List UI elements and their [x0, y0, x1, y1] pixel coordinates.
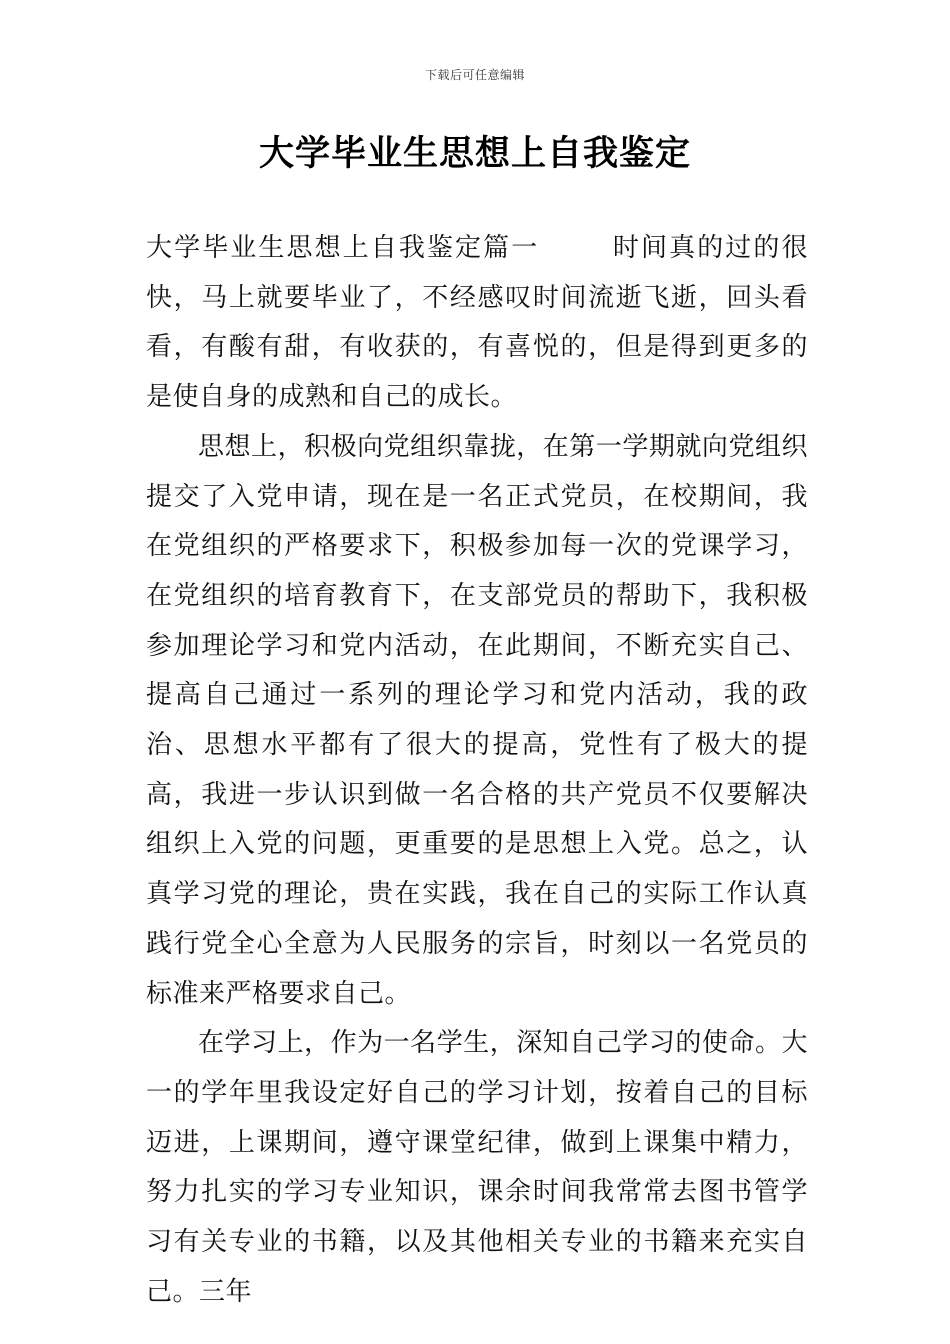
- paragraph-1-text: 时间真的过的很快，马上就要毕业了，不经感叹时间流逝飞逝，回头看看，有酸有甜，有收获的，有喜悦的，但是得到更多的是使自身的成熟和自己的成长。: [146, 233, 808, 413]
- document-title: 大学毕业生思想上自我鉴定: [258, 134, 691, 174]
- paragraph-2: 思想上，积极向党组织靠拢，在第一学期就向党组织提交了入党申请，现在是一名正式党员，在校期间，我在党组织的严格要求下，积极参加每一次的党课学习，在党组织的培育教育下，在支部党员的帮助下，我积极参加理论学习和党内活动，在此期间，不断充实自己、提高自己通过一系列的理论学习和党内活动，我的政治、思想水平都有了很大的提高，党性有了极大的提高，我进一步认识到做一名合格的共产党员不仅要解决组织上入党的问题，更重要的是思想上入党。总之，认真学习党的理论，贵在实践，我在自己的实际工作认真践行党全心全意为人民服务的宗旨，时刻以一名党员的标准来严格要求自己。: [146, 431, 808, 1009]
- section-heading-inline: 大学毕业生思想上自我鉴定篇一: [146, 233, 540, 263]
- header-note: 下载后可任意编辑: [424, 68, 525, 82]
- document-body: [146, 224, 808, 1317]
- paragraph-1: [146, 224, 808, 423]
- paragraph-3: 在学习上，作为一名学生，深知自己学习的使命。大一的学年里我设定好自己的学习计划，按着自己的目标迈进，上课期间，遵守课堂纪律，做到上课集中精力，努力扎实的学习专业知识，课余时间我常常去图书管学习有关专业的书籍，以及其他相关专业的书籍来充实自己。三年: [146, 1028, 808, 1307]
